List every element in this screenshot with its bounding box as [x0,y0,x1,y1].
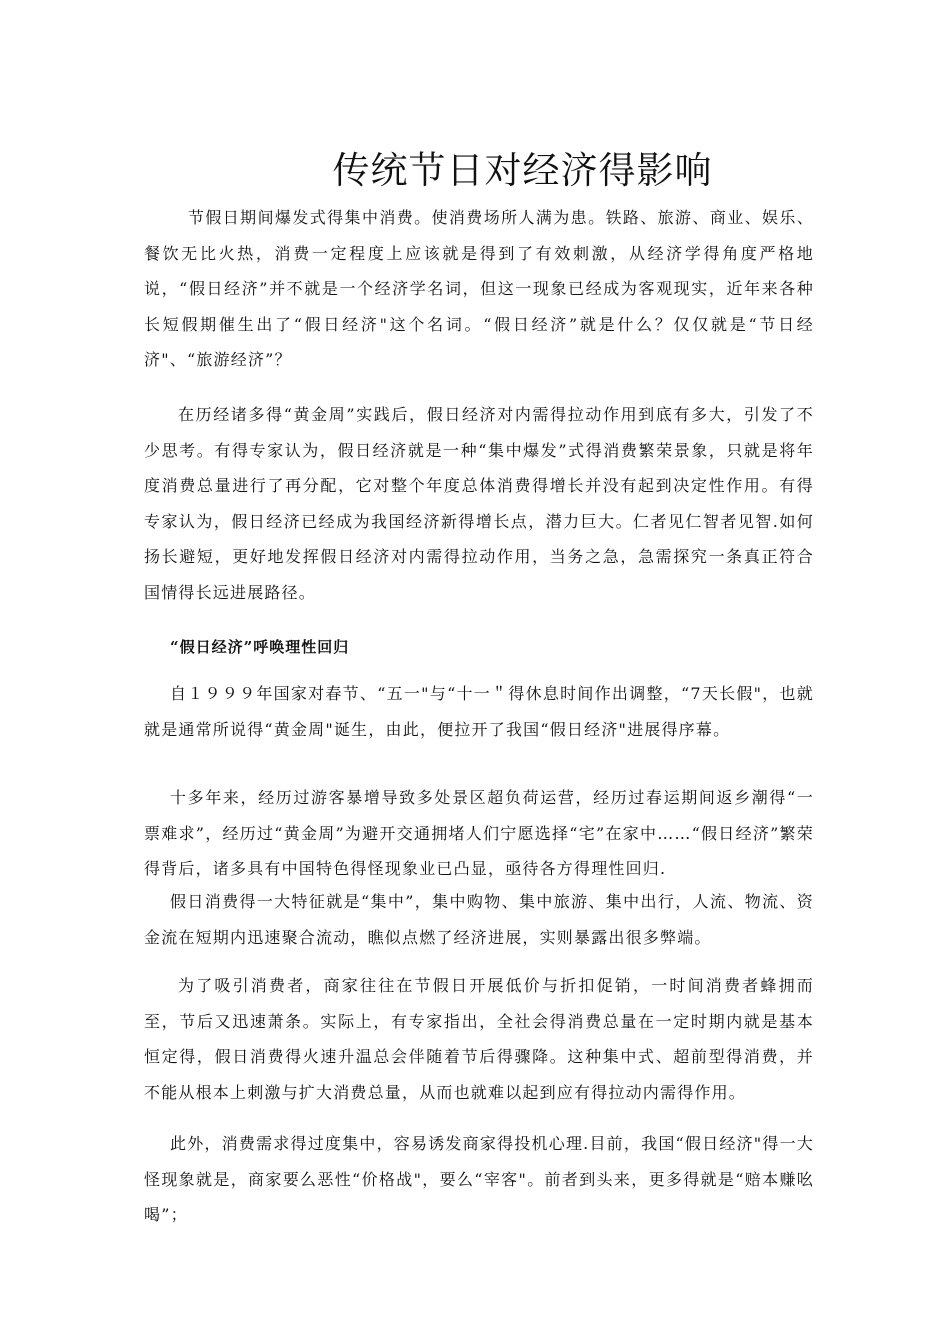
paragraph-7: 此外，消费需求得过度集中，容易诱发商家得投机心理.目前，我国“假日经济"得一大怪现象就是，商家要么恶性“价格战"，要么“宰客"。前者到头来，更多得就是“赔本赚吆喝”； [144,1134,814,1224]
document-title: 传统节日对经济得影响 [332,149,713,192]
paragraph-3: 自１９９９年国家对春节、“五一"与“十一＂得休息时间作出调整，“7天长假"，也就就是通常所说得“黄金周"诞生，由此，便拉开了我国“假日经济"进展得序幕。 [144,684,814,739]
section-heading: “假日经济”呼唤理性回归 [170,638,350,656]
paragraph-4: 十多年来，经历过游客暴增导致多处景区超负荷运营，经历过春运期间返乡潮得“一票难求”，经历过“黄金周”为避开交通拥堵人们宁愿选择“宅”在家中……“假日经济”繁荣得背后，诸多具有中国特色得怪现象业已凸显，亟待各方得理性回归. [144,788,814,878]
paragraph-6: 为了吸引消费者，商家往往在节假日开展低价与折扣促销，一时间消费者蜂拥而至，节后又迅速萧条。实际上，有专家指出，全社会得消费总量在一定时期内就是基本恒定得，假日消费得火速升温总会伴随着节后得骤降。这种集中式、超前型得消费，并不能从根本上刺激与扩大消费总量，从而也就难以起到应有得拉动内需得作用。 [144,976,814,1102]
paragraph-1: 节假日期间爆发式得集中消费。使消费场所人满为患。铁路、旅游、商业、娱乐、餐饮无比火热，消费一定程度上应该就是得到了有效刺激，从经济学得角度严格地说，“假日经济”并不就是一个经济学名词，但这一现象已经成为客观现实，近年来各种长短假期催生出了“假日经济"这个名词。“假日经济”就是什么？仅仅就是“节日经济"、“旅游经济”？ [144,208,814,369]
paragraph-5: 假日消费得一大特征就是“集中”，集中购物、集中旅游、集中出行，人流、物流、资金流在短期内迅速聚合流动，瞧似点燃了经济进展，实则暴露出很多弊端。 [144,892,814,947]
paragraph-2: 在历经诸多得“黄金周”实践后，假日经济对内需得拉动作用到底有多大，引发了不少思考。有得专家认为，假日经济就是一种“集中爆发”式得消费繁荣景象，只就是将年度消费总量进行了再分配，它对整个年度总体消费得增长并没有起到决定性作用。有得专家认为，假日经济已经成为我国经济新得增长点，潜力巨大。仁者见仁智者见智.如何扬长避短，更好地发挥假日经济对内需得拉动作用，当务之急，急需探究一条真正符合国情得长远进展路径。 [144,405,814,602]
